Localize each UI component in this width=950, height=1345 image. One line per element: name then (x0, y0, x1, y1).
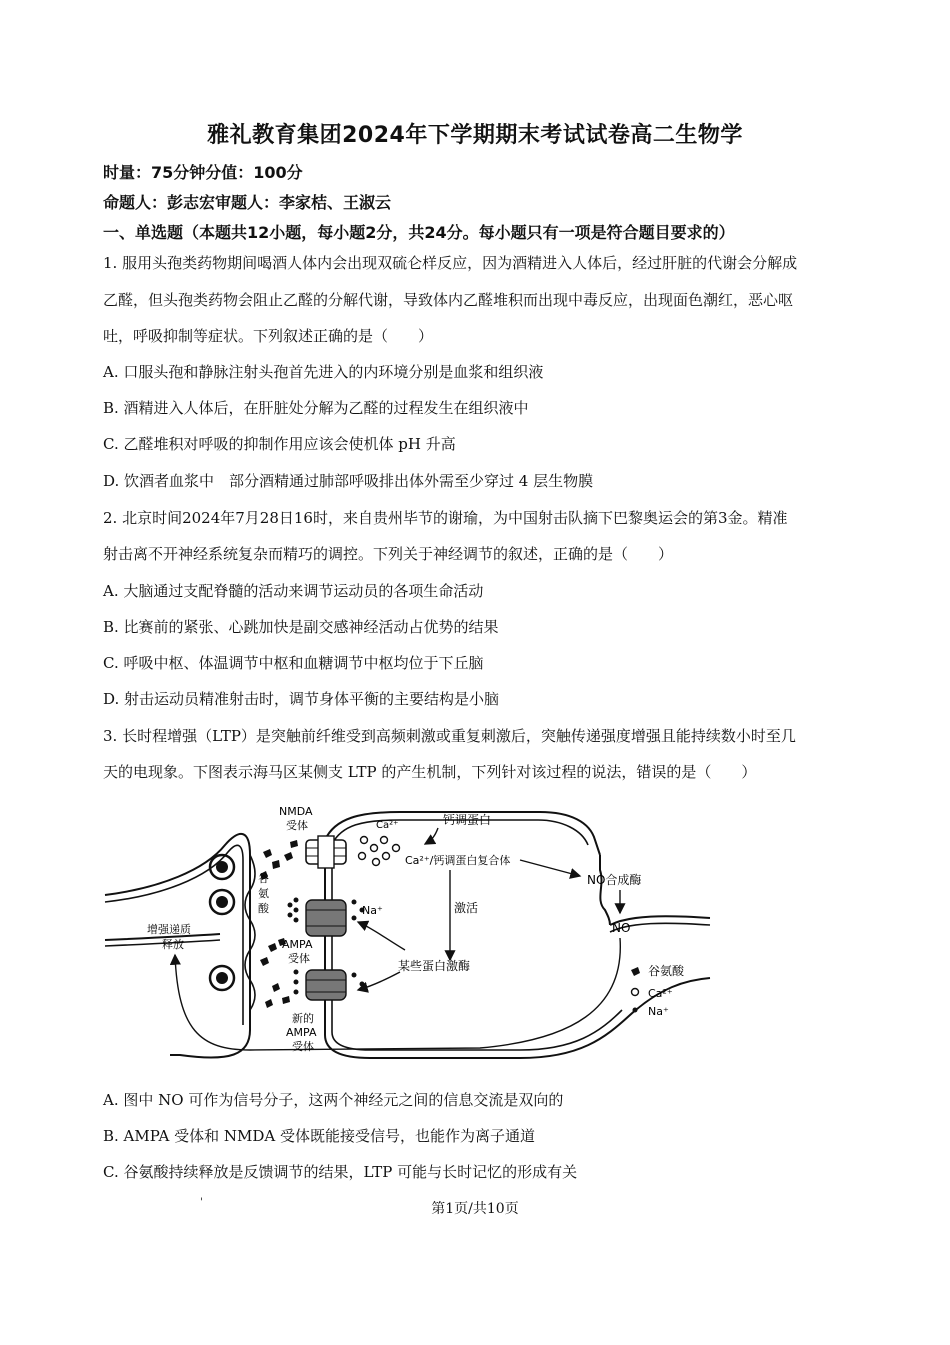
label-nmda: NMDA (279, 805, 313, 818)
q3-stem-line1: 3. 长时程增强（LTP）是突触前纤维受到高频刺激或重复刺激后，突触传递强度增强且能持续数小时至几 (103, 727, 796, 745)
exam-authors: 命题人：彭志宏审题人：李家桔、王淑云 (103, 193, 392, 212)
q2-option-a[interactable]: A. 大脑通过支配脊髓的活动来调节运动员的各项生命活动 (103, 582, 484, 600)
label-glu-3: 酸 (258, 902, 269, 915)
legend (631, 964, 685, 1018)
label-glu-2: 氨 (258, 887, 269, 900)
q1-option-d[interactable]: D. 饮酒者血浆中 部分酒精通过肺部呼吸排出体外需至少穿过 4 层生物膜 (103, 472, 594, 490)
label-calmodulin: 钙调蛋白 (443, 813, 492, 827)
q1-stem-line2: 乙醛，但头孢类药物会阻止乙醛的分解代谢，导致体内乙醛堆积而出现中毒反应，出现面色潮红，恶心呕 (103, 291, 794, 309)
q2-option-b[interactable]: B. 比赛前的紧张、心跳加快是副交感神经活动占优势的结果 (103, 618, 499, 636)
arrow-no-feedback (175, 938, 620, 1050)
synaptic-vesicle (210, 966, 234, 990)
q2-stem-line1: 2. 北京时间2024年7月28日16时，来自贵州毕节的谢瑜，为中国射击队摘下巴黎奥运会的第3金。精准 (103, 509, 788, 527)
label-ampa-receptor: 受体 (288, 952, 310, 965)
label-kinase: 某些蛋白激酶 (398, 959, 471, 973)
ltp-diagram (100, 800, 720, 1065)
label-glu-1: 谷 (258, 872, 269, 885)
arrow-kinase-to-ampa (358, 922, 405, 950)
q2-option-c[interactable]: C. 呼吸中枢、体温调节中枢和血糖调节中枢均位于下丘脑 (103, 654, 484, 672)
label-new-1: 新的 (292, 1012, 314, 1025)
page-footer: 第1页/共10页 (431, 1201, 519, 1217)
page-title: 雅礼教育集团2024年下学期期末考试试卷高二生物学 (207, 123, 743, 148)
q1-stem-line3: 吐，呼吸抑制等症状。下列叙述正确的是（ ） (103, 327, 434, 345)
label-no: NO (612, 921, 631, 935)
section-heading: 一、单选题（本题共12小题，每小题2分，共24分。每小题只有一项是符合题目要求的） (103, 223, 735, 242)
q1-option-b[interactable]: B. 酒精进入人体后，在肝脏处分解为乙醛的过程发生在组织液中 (103, 399, 529, 417)
postsynaptic-dendrite (600, 855, 610, 925)
label-ca-top: Ca²⁺ (376, 820, 399, 831)
glutamate-molecules (260, 840, 298, 1008)
q1-stem-line1: 1. 服用头孢类药物期间喝酒人体内会出现双硫仑样反应，因为酒精进入人体后，经过肝脏的代谢会分解成 (103, 254, 798, 272)
new-ampa-receptor (306, 970, 346, 1000)
calcium-ions (359, 837, 400, 866)
exam-time-score: 时量：75分钟分值：100分 (103, 163, 303, 182)
q3-option-a[interactable]: A. 图中 NO 可作为信号分子，这两个神经元之间的信息交流是双向的 (103, 1091, 564, 1109)
q2-stem-line2: 射击离不开神经系统复杂而精巧的调控。下列关于神经调节的叙述，正确的是（ ） (103, 545, 674, 563)
legend-sodium: Na⁺ (648, 1005, 669, 1018)
legend-calcium: Ca²⁺ (648, 987, 673, 1000)
label-ca-complex: Ca²⁺/钙调蛋白复合体 (405, 854, 511, 867)
label-enhance-2: 释放 (162, 938, 184, 951)
q3-stem-line2: 天的电现象。下图表示海马区某侧支 LTP 的产生机制，下列针对该过程的说法，错误的是（ ） (103, 763, 757, 781)
synaptic-vesicle (210, 890, 234, 914)
label-new-2: AMPA (286, 1026, 317, 1039)
q3-option-b[interactable]: B. AMPA 受体和 NMDA 受体既能接受信号，也能作为离子通道 (103, 1127, 535, 1145)
arrow-to-no-synthase (520, 860, 580, 876)
q3-option-c[interactable]: C. 谷氨酸持续释放是反馈调节的结果，LTP 可能与长时记忆的形成有关 (103, 1163, 578, 1181)
label-no-synthase: NO合成酶 (587, 873, 642, 887)
label-new-3: 受体 (292, 1040, 314, 1053)
label-activate: 激活 (454, 901, 479, 915)
legend-glutamate: 谷氨酸 (648, 964, 685, 978)
q2-option-d[interactable]: D. 射击运动员精准射击时，调节身体平衡的主要结构是小脑 (103, 690, 500, 708)
nmda-receptor (306, 836, 346, 868)
footer-mark: ' (200, 1197, 203, 1208)
arrow-kinase-to-new-ampa (358, 972, 400, 990)
q1-option-c[interactable]: C. 乙醛堆积对呼吸的抑制作用应该会使机体 pH 升高 (103, 435, 456, 453)
label-ampa: AMPA (282, 938, 313, 951)
arrow-calmodulin (425, 828, 438, 844)
ampa-receptor (306, 900, 346, 936)
label-nmda-receptor: 受体 (286, 819, 308, 832)
q1-option-a[interactable]: A. 口服头孢和静脉注射头孢首先进入的内环境分别是血浆和组织液 (103, 363, 544, 381)
postsynaptic-left-wall (325, 840, 710, 1058)
label-enhance-1: 增强递质 (147, 923, 191, 936)
label-na: Na⁺ (362, 904, 383, 917)
